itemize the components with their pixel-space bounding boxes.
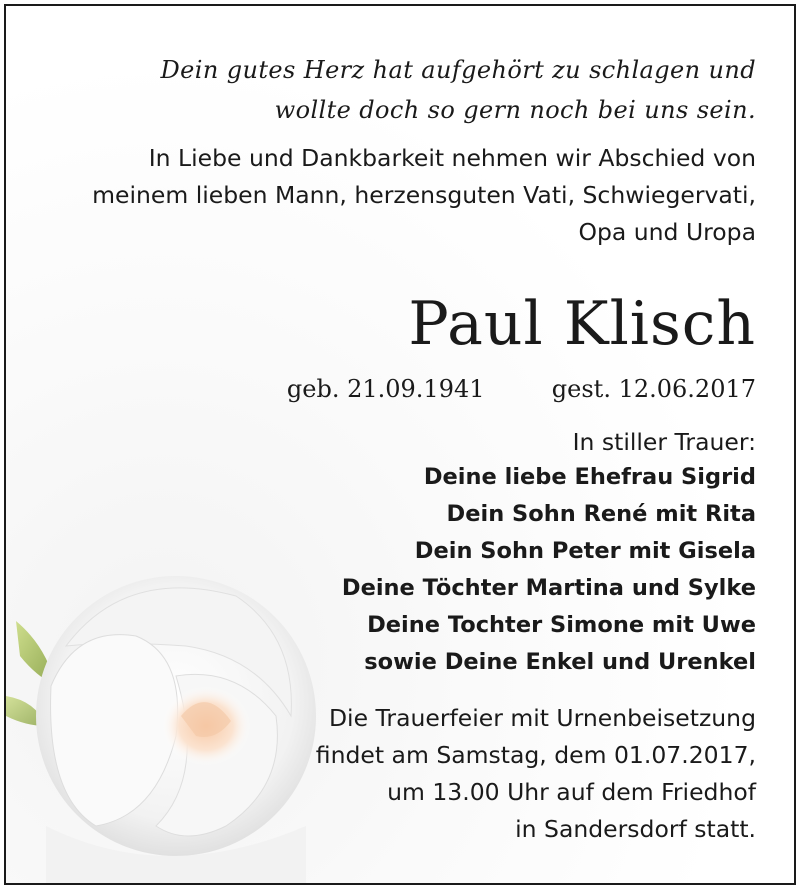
intro-line-1: In Liebe und Dankbarkeit nehmen wir Abschied von [148, 144, 756, 172]
service-line-4: in Sandersdorf statt. [515, 815, 756, 843]
mourner-entry: Deine Tochter Simone mit Uwe [367, 612, 756, 638]
mourners-list [342, 459, 756, 681]
service-line-1: Die Trauerfeier mit Urnenbeisetzung [328, 704, 756, 732]
intro [92, 140, 756, 251]
obituary-card [4, 4, 796, 885]
life-dates [287, 374, 756, 404]
birth-date: geb. 21.09.1941 [286, 375, 485, 403]
death-date: gest. 12.06.2017 [551, 375, 756, 403]
service-line-2: findet am Samstag, dem 01.07.2017, [315, 741, 756, 769]
mourner-entry: Dein Sohn Peter mit Gisela [414, 538, 756, 564]
white-rose-image [6, 526, 326, 883]
intro-line-3: Opa und Uropa [578, 218, 756, 246]
mourner-entry: Dein Sohn René mit Rita [446, 501, 756, 527]
service-line-3: um 13.00 Uhr auf dem Friedhof [387, 778, 756, 806]
mourners-label: In stiller Trauer: [572, 428, 756, 456]
mourner-entry: Deine liebe Ehefrau Sigrid [423, 464, 756, 490]
verse [161, 50, 756, 130]
service-info [316, 700, 756, 848]
mourner-entry: Deine Töchter Martina und Sylke [341, 575, 756, 601]
verse-line-2: wollte doch so gern noch bei uns sein. [274, 96, 756, 124]
deceased-name: Paul Klisch [408, 289, 756, 359]
verse-line-1: Dein gutes Herz hat aufgehört zu schlagen und [160, 56, 756, 84]
mourner-entry: sowie Deine Enkel und Urenkel [364, 649, 756, 675]
intro-line-2: meinem lieben Mann, herzensguten Vati, Schwiegervati, [92, 181, 756, 209]
